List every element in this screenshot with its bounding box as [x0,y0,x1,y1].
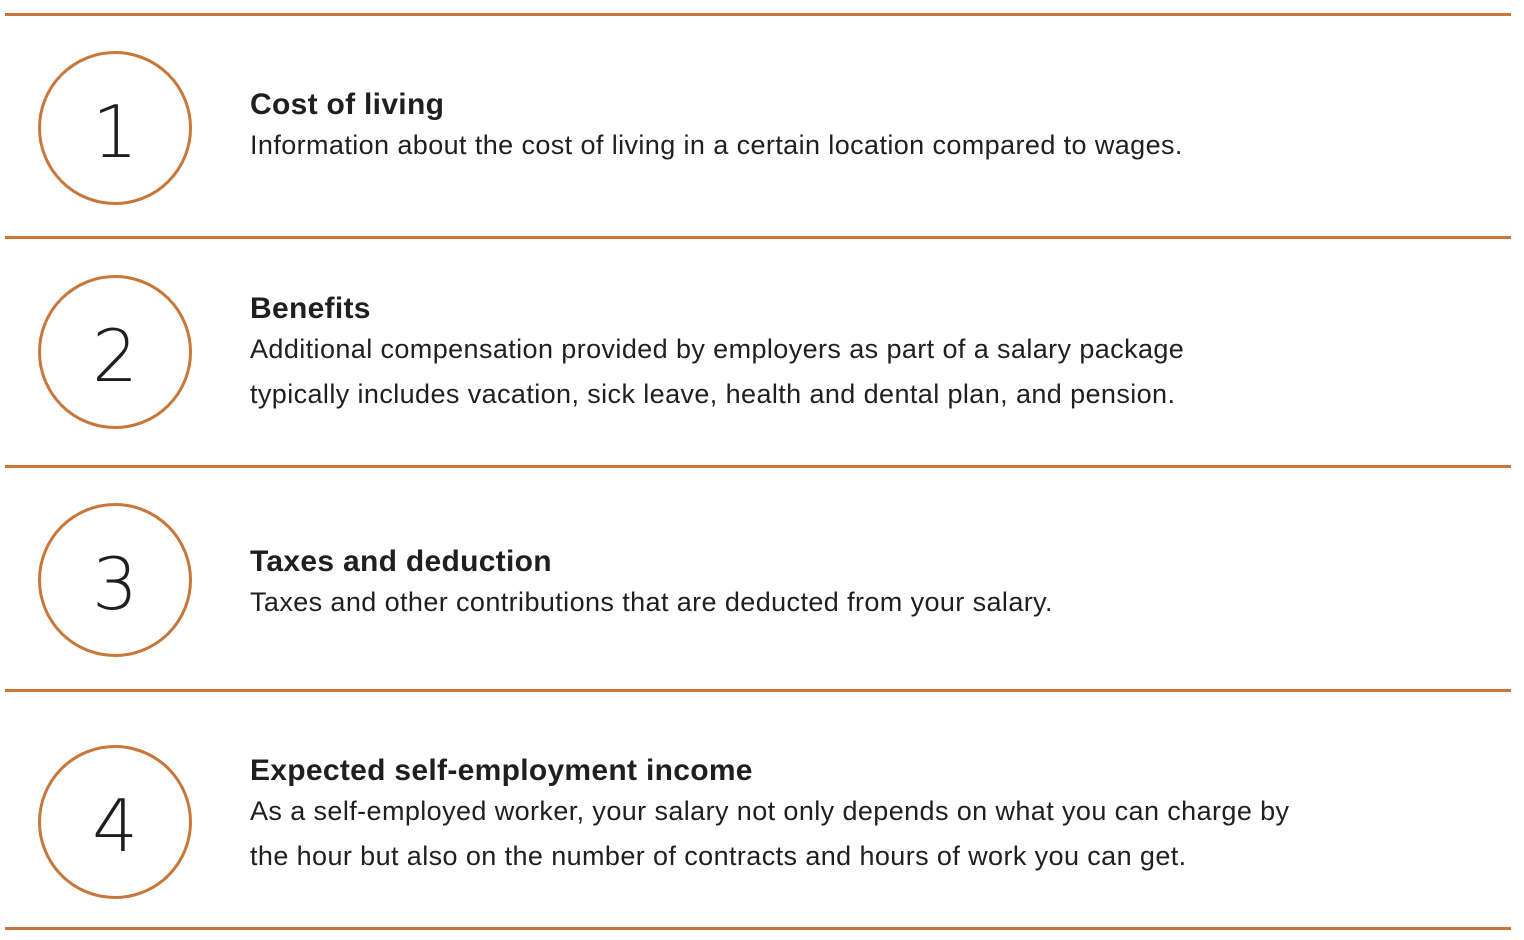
item-title: Benefits [250,292,371,325]
number-badge [38,51,192,205]
item-title: Cost of living [250,88,445,121]
divider-1 [5,236,1511,239]
item-number: 3 [92,542,138,626]
item-text [250,291,1480,417]
divider-top [5,13,1511,16]
item-description-line: Information about the cost of living in a certain location compared to wages. [250,130,1183,160]
number-badge [38,503,192,657]
divider-3 [5,689,1511,692]
item-description-line: Additional compensation provided by employers as part of a salary package [250,334,1185,364]
divider-2 [5,465,1511,468]
item-text [250,87,1480,168]
item-text [250,544,1480,625]
number-badge [38,275,192,429]
item-title: Expected self-employment income [250,754,753,787]
divider-bottom [5,927,1511,930]
item-description-line: Taxes and other contributions that are deducted from your salary. [250,587,1053,617]
item-number: 1 [92,90,138,174]
item-description-line: typically includes vacation, sick leave, health and dental plan, and pension. [250,379,1176,409]
item-title: Taxes and deduction [250,545,552,578]
item-text [250,753,1480,879]
number-badge [38,745,192,899]
item-description-line: the hour but also on the number of contracts and hours of work you can get. [250,841,1187,871]
item-number: 4 [92,784,138,868]
item-description-line: As a self-employed worker, your salary not only depends on what you can charge by [250,796,1290,826]
item-number: 2 [92,314,138,398]
